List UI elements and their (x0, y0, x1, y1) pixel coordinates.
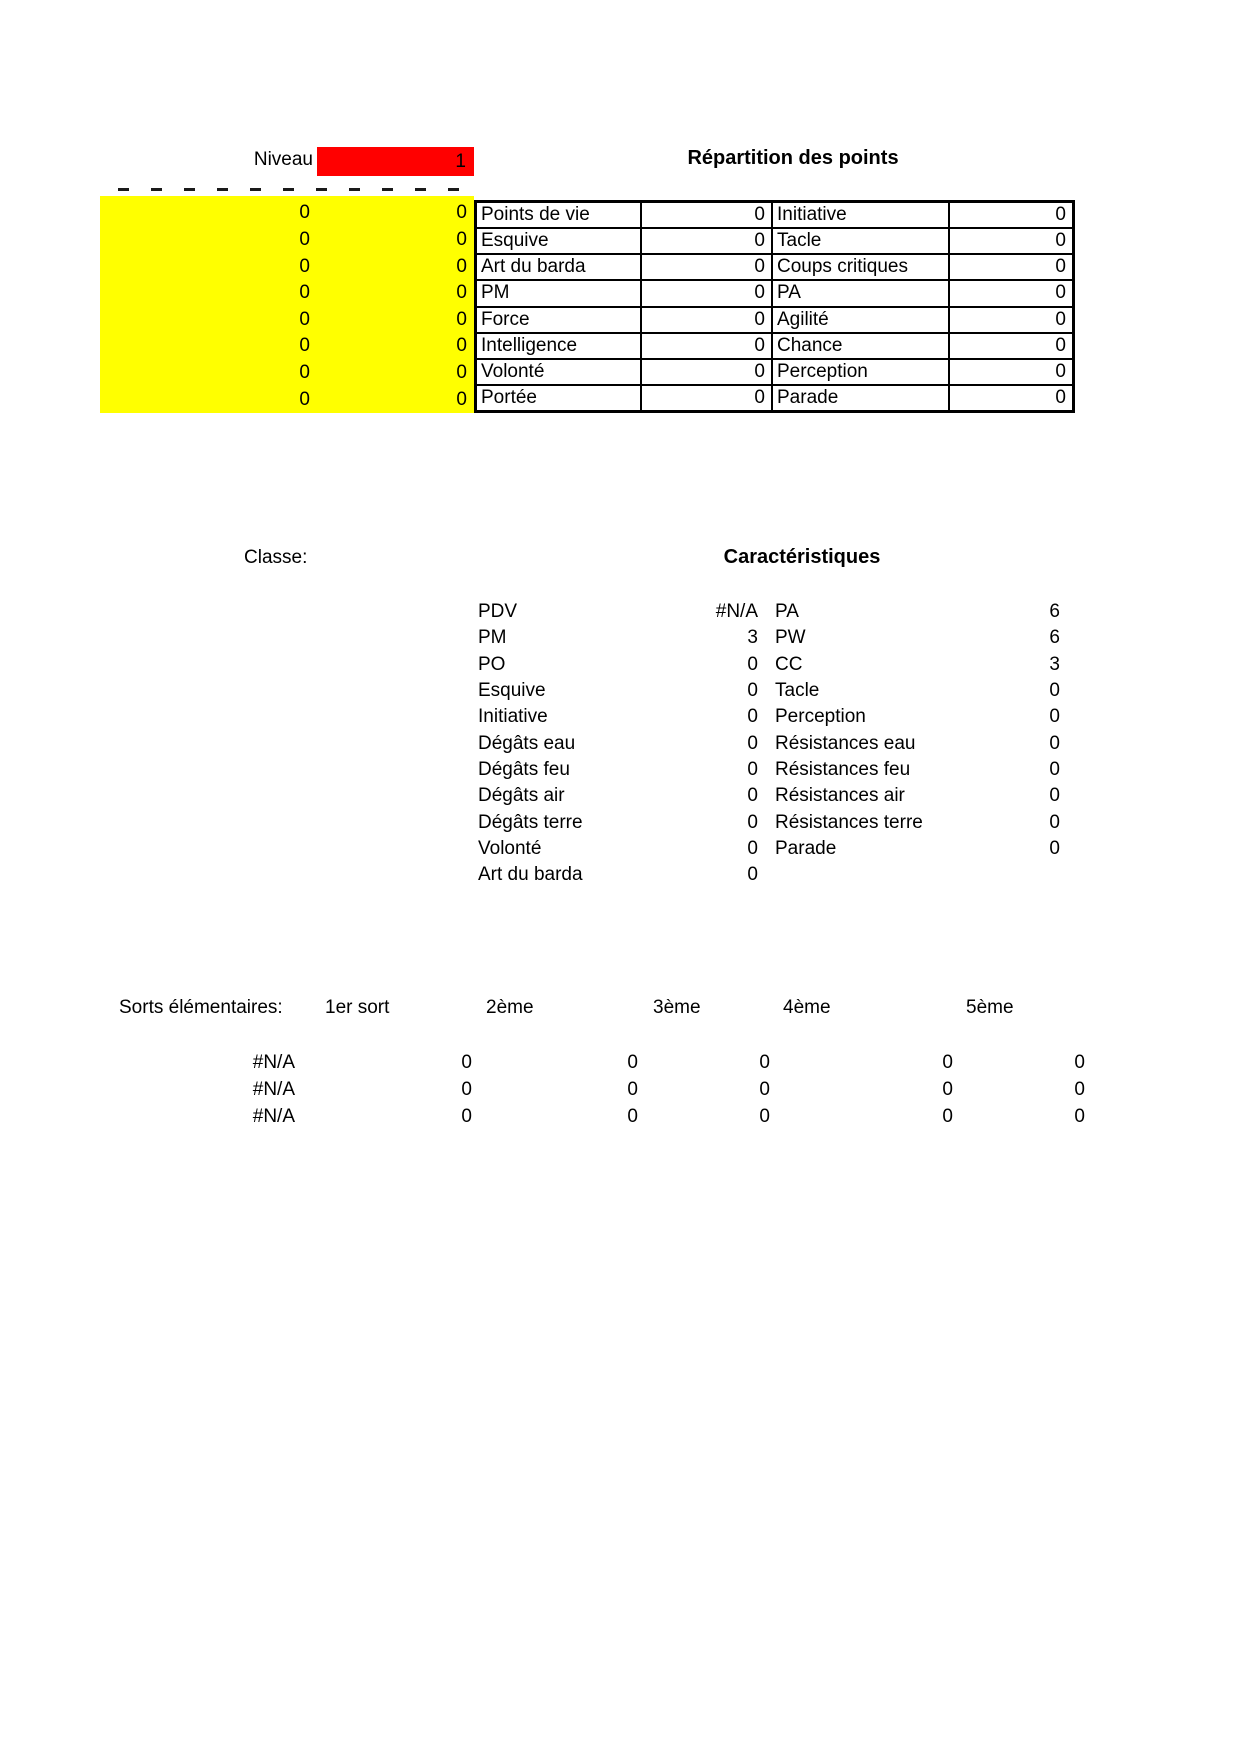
stat-label: Parade (773, 386, 948, 410)
classe-label: Classe: (244, 547, 308, 568)
allocation-input-value: 0 (299, 282, 310, 304)
niveau-value-box (317, 147, 474, 176)
stat-label: Résistances air (775, 785, 905, 807)
stat-label: Points de vie (477, 203, 640, 227)
allocation-input-value: 0 (456, 388, 467, 410)
stat-label: Dégâts air (478, 785, 565, 807)
allocation-input-row (100, 307, 474, 334)
spell-column-header: 2ème (486, 997, 534, 1018)
spell-cell: 0 (1074, 1078, 1085, 1100)
allocation-input-value: 0 (299, 335, 310, 357)
characteristic-row (478, 730, 1060, 756)
spell-cell: 0 (942, 1078, 953, 1100)
stat-label: Initiative (773, 203, 948, 227)
stat-label: Perception (773, 360, 948, 384)
stat-value: 0 (950, 203, 1072, 227)
stat-label: Tacle (775, 680, 820, 702)
stat-value: 0 (950, 255, 1072, 279)
allocation-input-rows (100, 200, 474, 413)
spell-cell: 0 (1074, 1052, 1085, 1073)
stat-value: 0 (747, 680, 758, 702)
characteristic-row (478, 862, 1060, 888)
stat-value: 0 (747, 653, 758, 675)
stat-value: 0 (747, 811, 758, 833)
allocation-input-value: 0 (456, 228, 467, 250)
allocation-input-row (100, 253, 474, 280)
spell-cell: 0 (627, 1052, 638, 1073)
stat-value: #N/A (715, 601, 758, 623)
spell-cell: 0 (942, 1105, 953, 1127)
spell-column-header: 5ème (966, 997, 1014, 1018)
section-title-repartition: Répartition des points (687, 147, 899, 169)
allocation-input-row (100, 386, 474, 413)
stat-value: 0 (950, 386, 1072, 410)
stat-label: Volonté (477, 360, 640, 384)
stat-label: Résistances terre (775, 811, 923, 833)
spell-column-header: 4ème (783, 997, 831, 1018)
spell-cell: 0 (759, 1078, 770, 1100)
stat-label: PA (775, 601, 799, 623)
stat-label: Portée (477, 386, 640, 410)
allocation-input-row (100, 360, 474, 387)
spell-cell: 0 (627, 1105, 638, 1127)
stat-value: 0 (1049, 837, 1060, 859)
stat-label: Intelligence (477, 334, 640, 358)
stat-value: 6 (1049, 601, 1060, 623)
stat-label: Dégâts terre (478, 811, 583, 833)
stat-label: Art du barda (477, 255, 640, 279)
allocation-input-value: 0 (456, 255, 467, 277)
stat-label: PM (478, 627, 507, 649)
allocation-input-row (100, 280, 474, 307)
characteristic-row (478, 704, 1060, 730)
spell-column-header: 1er sort (325, 997, 390, 1018)
allocation-input-value: 0 (456, 282, 467, 304)
stat-value: 3 (1049, 653, 1060, 675)
niveau-label: Niveau (253, 149, 313, 170)
stat-label: Résistances feu (775, 758, 911, 780)
spell-cell: 0 (461, 1105, 472, 1127)
stat-label: PO (478, 653, 506, 675)
stat-value: 0 (747, 837, 758, 859)
stat-value: 6 (1049, 627, 1060, 649)
spell-cell: #N/A (252, 1078, 295, 1100)
stat-label: Agilité (773, 308, 948, 332)
stat-value: 0 (1049, 785, 1060, 807)
stat-label: Dégâts eau (478, 732, 576, 754)
stat-value: 0 (747, 785, 758, 807)
stat-label: Force (477, 308, 640, 332)
stat-label: Dégâts feu (478, 758, 570, 780)
spell-cell: #N/A (252, 1052, 295, 1073)
stat-label: Résistances eau (775, 732, 916, 754)
stat-label: Esquive (478, 680, 546, 702)
stat-label: PW (775, 627, 806, 649)
spell-cell: #N/A (252, 1105, 295, 1127)
characteristic-row (478, 599, 1060, 625)
stat-value: 0 (1049, 758, 1060, 780)
stat-value: 0 (950, 281, 1072, 305)
allocation-input-value: 0 (299, 228, 310, 250)
stat-label: Perception (775, 706, 866, 728)
allocation-input-row (100, 227, 474, 254)
stat-label: PA (773, 281, 948, 305)
allocation-input-value: 0 (299, 308, 310, 330)
stat-value: 0 (642, 255, 771, 279)
allocation-input-value: 0 (299, 388, 310, 410)
stat-value: 0 (642, 308, 771, 332)
stat-value: 0 (642, 334, 771, 358)
characteristic-row (478, 652, 1060, 678)
spell-cell: 0 (759, 1105, 770, 1127)
stat-value: 0 (950, 308, 1072, 332)
spell-cell: 0 (461, 1052, 472, 1073)
stat-label: Chance (773, 334, 948, 358)
allocation-input-value: 0 (456, 202, 467, 224)
stat-value: 0 (1049, 811, 1060, 833)
stat-value: 0 (747, 706, 758, 728)
stat-label: Parade (775, 837, 837, 859)
characteristic-row (478, 625, 1060, 651)
dashed-separator (118, 188, 468, 191)
section-title-caracteristiques: Caractéristiques (723, 546, 881, 568)
stat-value: 3 (747, 627, 758, 649)
characteristics-list (478, 599, 1060, 888)
allocation-input-value: 0 (456, 308, 467, 330)
stat-label: PDV (478, 601, 518, 623)
stat-value: 0 (747, 732, 758, 754)
spell-cell: 0 (1074, 1105, 1085, 1127)
allocation-input-value: 0 (456, 362, 467, 384)
stat-value: 0 (950, 229, 1072, 253)
allocation-input-row (100, 200, 474, 227)
characteristic-row (478, 809, 1060, 835)
allocation-input-value: 0 (299, 362, 310, 384)
stat-label: PM (477, 281, 640, 305)
stat-value: 0 (642, 281, 771, 305)
stat-value: 0 (642, 386, 771, 410)
spells-section-label: Sorts élémentaires: (119, 997, 283, 1018)
stat-value: 0 (747, 864, 758, 886)
spell-rows (100, 1050, 1085, 1130)
allocation-input-value: 0 (456, 335, 467, 357)
characteristic-row (478, 836, 1060, 862)
stat-value: 0 (642, 360, 771, 384)
stat-value: 0 (642, 203, 771, 227)
stat-value: 0 (950, 360, 1072, 384)
characteristic-row (478, 757, 1060, 783)
spell-cell: 0 (759, 1052, 770, 1073)
spell-cell: 0 (627, 1078, 638, 1100)
stat-label: Esquive (477, 229, 640, 253)
characteristic-row (478, 783, 1060, 809)
characteristic-row (478, 678, 1060, 704)
stat-label: Art du barda (478, 864, 583, 886)
allocation-input-value: 0 (299, 255, 310, 277)
niveau-value: 1 (455, 151, 466, 172)
stat-value: 0 (747, 758, 758, 780)
stat-label: Tacle (773, 229, 948, 253)
stat-value: 0 (1049, 680, 1060, 702)
stat-label: Initiative (478, 706, 548, 728)
stat-value: 0 (1049, 706, 1060, 728)
stat-label: Volonté (478, 837, 542, 859)
spell-cell: 0 (942, 1052, 953, 1073)
spell-cell: 0 (461, 1078, 472, 1100)
allocation-input-value: 0 (299, 202, 310, 224)
stat-label: CC (775, 653, 803, 675)
stat-value: 0 (642, 229, 771, 253)
stat-value: 0 (1049, 732, 1060, 754)
allocation-input-row (100, 333, 474, 360)
allocation-table (474, 200, 1075, 413)
spell-column-header: 3ème (653, 997, 701, 1018)
stat-value: 0 (950, 334, 1072, 358)
stat-label: Coups critiques (773, 255, 948, 279)
